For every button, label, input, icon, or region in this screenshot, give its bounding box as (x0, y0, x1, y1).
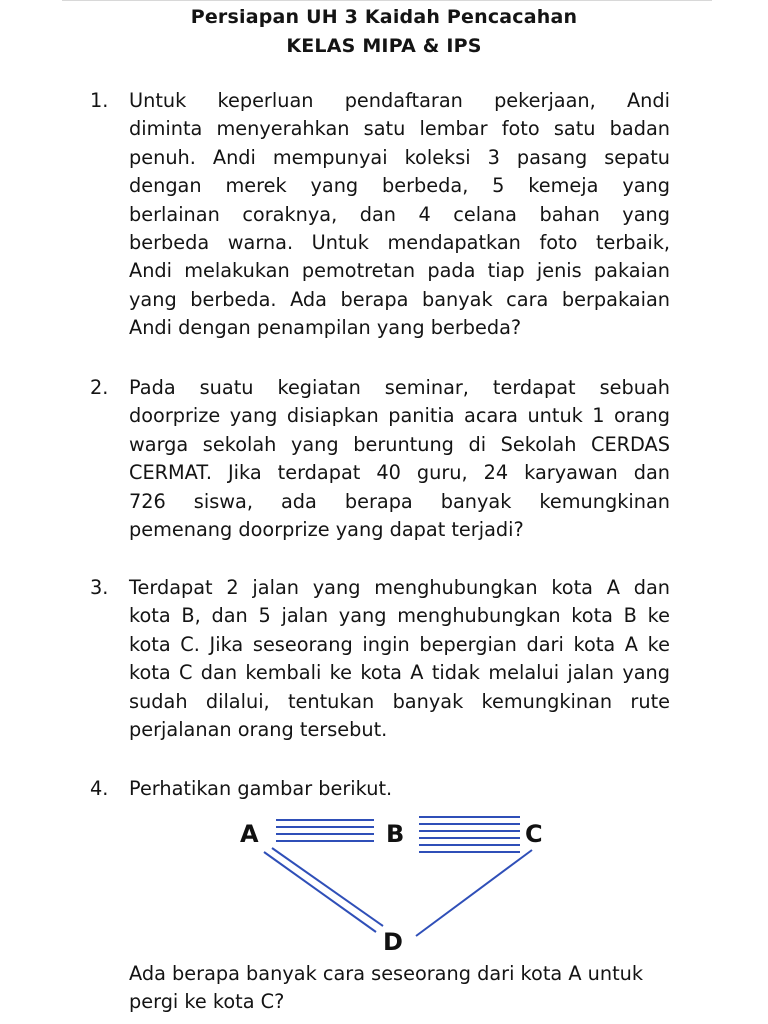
question-number: 2. (90, 376, 109, 399)
road-d-c (416, 850, 532, 936)
text-line: berbeda warna. Untuk mendapatkan foto terbaik, (129, 231, 670, 255)
text-line: sudah dilalui, tentukan banyak kemungkinan rute (129, 689, 670, 713)
text-line: Andi melakukan pemotretan pada tiap jenis pakaian (129, 259, 670, 283)
roads-a-b (276, 820, 374, 841)
text-line: diminta menyerahkan satu lembar foto satu badan (129, 117, 670, 141)
text-line: perjalanan orang tersebut. (129, 718, 388, 742)
roads-b-c (419, 817, 520, 852)
text-line: warga sekolah yang beruntung di Sekolah CERDAS (129, 432, 670, 456)
text-line: dengan merek yang berbeda, 5 kemeja yang (129, 174, 670, 198)
text-line: pemenang doorprize yang dapat terjadi? (129, 518, 524, 542)
question-text (129, 87, 670, 343)
text-line: berlainan coraknya, dan 4 celana bahan yang (129, 202, 670, 226)
text-line: yang berbeda. Ada berapa banyak cara berpakaian (129, 287, 670, 311)
node-c-label: C (525, 820, 543, 848)
text-line: Perhatikan gambar berikut. (129, 777, 393, 800)
roads-a-d (264, 848, 383, 932)
top-divider (62, 0, 712, 1)
text-line: kota C dan kembali ke kota A tidak melalui jalan yang (129, 661, 670, 685)
question-text (129, 374, 670, 544)
text-line: Andi dengan penampilan yang berbeda? (129, 316, 522, 340)
text-line: Ada berapa banyak cara seseorang dari kota A untuk (129, 962, 644, 985)
text-line: Terdapat 2 jalan yang menghubungkan kota A dan (129, 576, 670, 599)
node-d-label: D (383, 928, 403, 956)
question-number: 4. (90, 777, 109, 800)
text-line: penuh. Andi mempunyai koleksi 3 pasang sepatu (129, 145, 670, 169)
question-text (129, 574, 670, 744)
text-line: kota C. Jika seseorang ingin bepergian dari kota A ke (129, 632, 670, 656)
question-4-prompt (129, 960, 689, 1017)
document-subtitle: KELAS MIPA & IPS (286, 35, 482, 57)
text-line: pergi ke kota C? (129, 990, 285, 1014)
text-line: doorprize yang disiapkan panitia acara untuk 1 orang (129, 404, 670, 428)
text-line: CERMAT. Jika terdapat 40 guru, 24 karyawan dan (129, 461, 670, 485)
text-line: kota B, dan 5 jalan yang menghubungkan kota B ke (129, 604, 670, 628)
text-line: Untuk keperluan pendaftaran pekerjaan, Andi (129, 89, 670, 112)
node-a-label: A (240, 820, 259, 848)
document-title: Persiapan UH 3 Kaidah Pencacahan (190, 6, 578, 28)
text-line: 726 siswa, ada berapa banyak kemungkinan (129, 489, 670, 513)
question-number: 1. (90, 89, 109, 112)
road-diagram (226, 812, 556, 962)
node-b-label: B (386, 820, 405, 848)
question-number: 3. (90, 576, 109, 599)
text-line: Pada suatu kegiatan seminar, terdapat sebuah (129, 376, 670, 399)
question-text (129, 775, 670, 803)
